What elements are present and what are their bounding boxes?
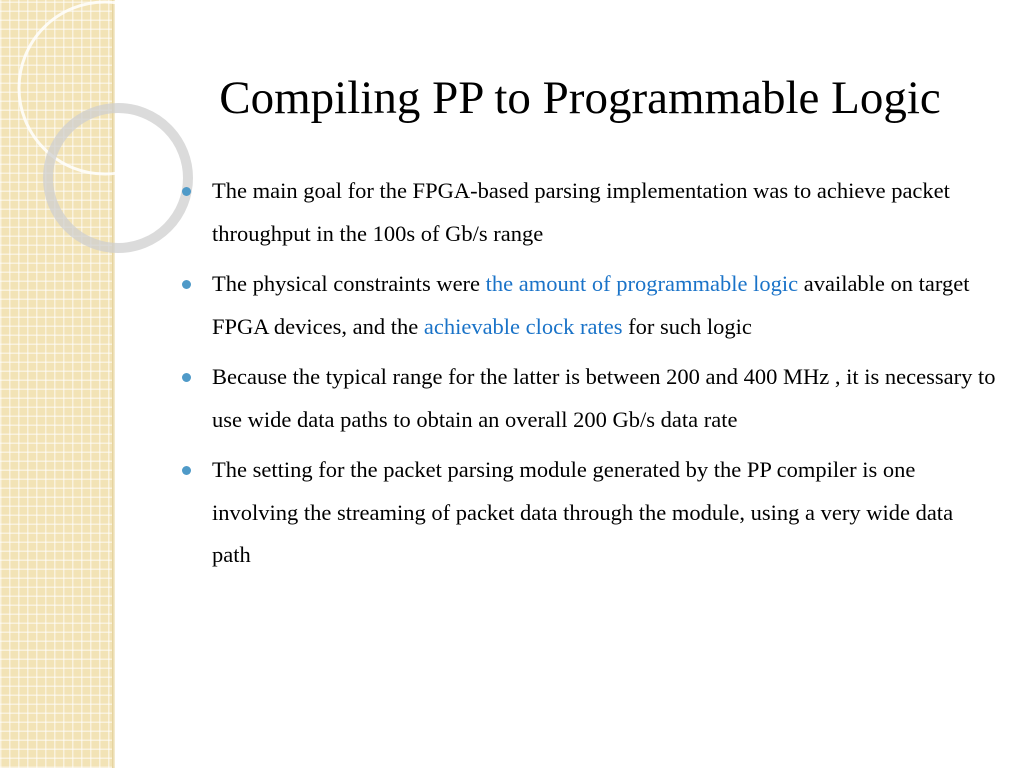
bullet-dot-icon	[182, 466, 191, 475]
bullet-item	[182, 449, 997, 577]
bullet-dot-icon	[182, 280, 191, 289]
bullet-text: for such logic	[622, 313, 752, 339]
bullet-list	[182, 170, 997, 585]
bullet-item	[182, 263, 997, 348]
bullet-dot-icon	[182, 187, 191, 196]
bullet-text: The setting for the packet parsing module generated by the PP compiler is one involving the streaming of packet data through the module, using a very wide data path	[212, 457, 954, 567]
highlighted-text: the amount of programmable logic	[485, 271, 799, 296]
bullet-dot-icon	[182, 373, 191, 382]
bullet-text: available on target FPGA devices, and the	[212, 271, 970, 339]
highlighted-text: achievable clock rates	[423, 313, 623, 339]
bullet-item	[182, 170, 997, 255]
bullet-text: Because the typical range for the latter is between 200 and 400 MHz , it is necessary to use wide data paths to obtain an overall 200 Gb/s data rate	[212, 364, 996, 432]
slide-title: Compiling PP to Programmable Logic	[219, 72, 941, 124]
decorative-side-band	[0, 0, 112, 768]
bullet-item	[182, 356, 997, 441]
bullet-text: The physical constraints were	[212, 271, 486, 296]
bullet-text: The main goal for the FPGA-based parsing implementation was to achieve packet throughput in the 100s of Gb/s range	[212, 178, 950, 246]
side-band-edge	[112, 0, 115, 768]
